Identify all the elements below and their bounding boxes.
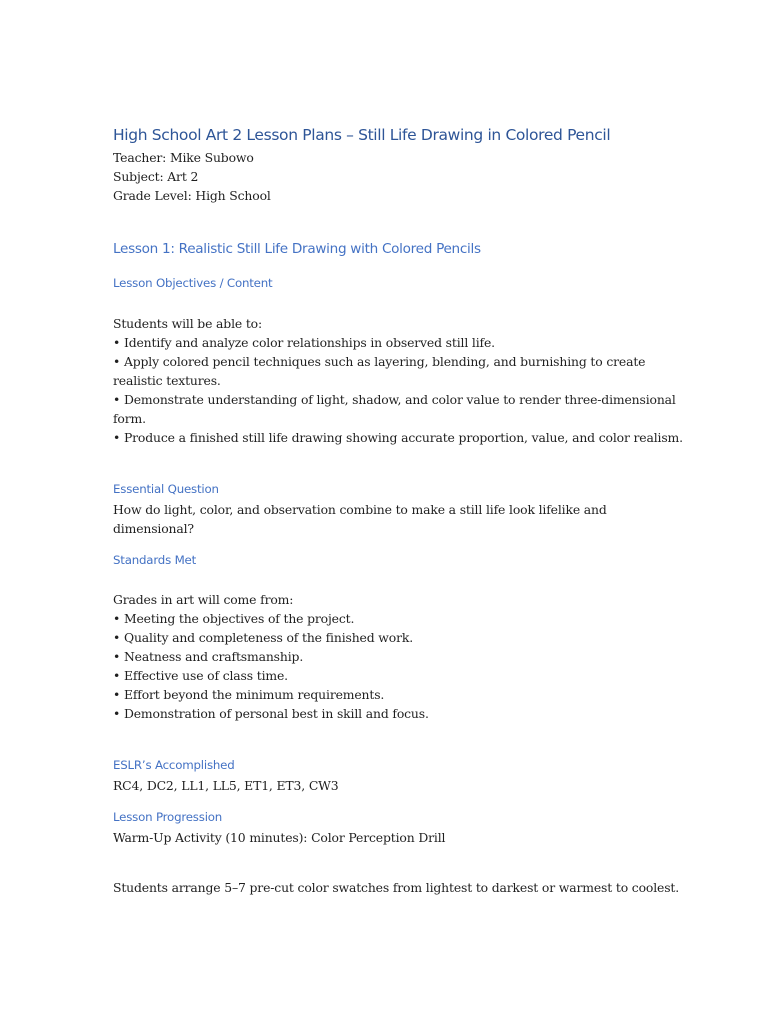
essential-question-line: dimensional? xyxy=(113,521,194,536)
teacher-line: Teacher: Mike Subowo xyxy=(113,150,254,165)
eslrs-value: RC4, DC2, LL1, LL5, ET1, ET3, CW3 xyxy=(113,778,339,793)
standards-heading: Standards Met xyxy=(113,553,197,567)
essential-question-line: How do light, color, and observation combine to make a still life look lifelike and xyxy=(113,502,607,517)
objective-line: form. xyxy=(113,411,146,426)
objectives-intro: Students will be able to: xyxy=(113,316,263,331)
objective-line: • Identify and analyze color relationships in observed still life. xyxy=(113,335,495,350)
standards-intro: Grades in art will come from: xyxy=(113,592,294,607)
standards-item: • Neatness and craftsmanship. xyxy=(113,649,304,664)
objectives-heading: Lesson Objectives / Content xyxy=(113,276,273,290)
standards-item: • Effort beyond the minimum requirements. xyxy=(113,687,385,702)
progression-heading: Lesson Progression xyxy=(113,810,223,824)
subject-line: Subject: Art 2 xyxy=(113,169,199,184)
document-title: High School Art 2 Lesson Plans – Still Life Drawing in Colored Pencil xyxy=(113,126,611,144)
standards-item: • Demonstration of personal best in skill and focus. xyxy=(113,706,429,721)
objective-line: realistic textures. xyxy=(113,373,221,388)
essential-question-heading: Essential Question xyxy=(113,482,219,496)
warmup-activity: Warm-Up Activity (10 minutes): Color Perception Drill xyxy=(113,830,446,845)
objective-line: • Produce a finished still life drawing showing accurate proportion, value, and color realism. xyxy=(113,430,683,445)
grade-level-line: Grade Level: High School xyxy=(113,188,271,203)
standards-item: • Quality and completeness of the finished work. xyxy=(113,630,413,645)
lesson-title: Lesson 1: Realistic Still Life Drawing with Colored Pencils xyxy=(113,241,481,257)
standards-item: • Effective use of class time. xyxy=(113,668,288,683)
standards-item: • Meeting the objectives of the project. xyxy=(113,611,355,626)
eslrs-heading: ESLR’s Accomplished xyxy=(113,758,235,772)
progression-detail: Students arrange 5–7 pre-cut color swatches from lightest to darkest or warmest to coolest. xyxy=(113,880,680,895)
objective-line: • Apply colored pencil techniques such as layering, blending, and burnishing to create xyxy=(113,354,646,369)
objective-line: • Demonstrate understanding of light, shadow, and color value to render three-dimensional xyxy=(113,392,676,407)
